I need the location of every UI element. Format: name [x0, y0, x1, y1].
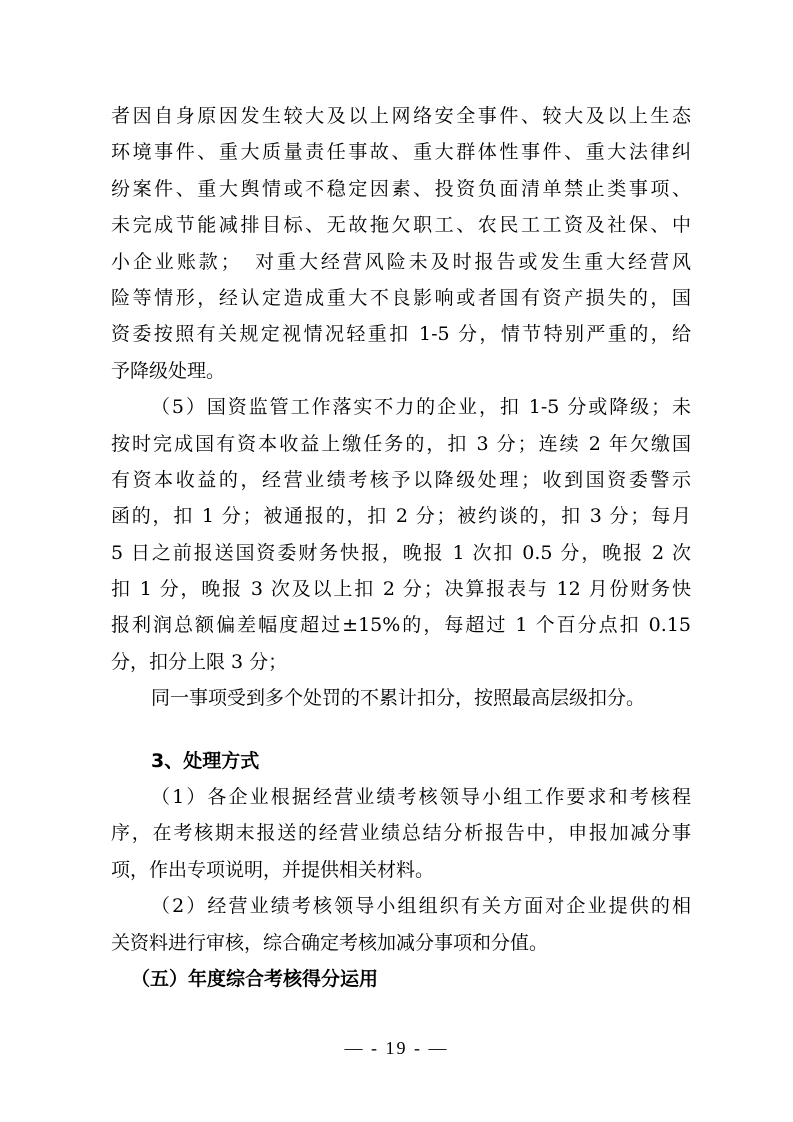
text-line: （1）各企业根据经营业绩考核领导小组工作要求和考核程 — [151, 786, 691, 809]
text-line: 有资本收益的，经营业绩考核予以降级处理；收到国资委警示 — [111, 468, 691, 491]
text-line: 小企业账款； 对重大经营风险未及时报告或发生重大经营风 — [111, 250, 691, 273]
text-line: 环境事件、重大质量责任事故、重大群体性事件、重大法律纠 — [111, 141, 691, 164]
text-line: 纷案件、重大舆情或不稳定因素、投资负面清单禁止类事项、 — [111, 177, 691, 200]
text-line: 资委按照有关规定视情况轻重扣 1-5 分，情节特别严重的，给 — [111, 323, 691, 346]
text-line: 项，作出专项说明，并提供相关材料。 — [111, 858, 435, 881]
page-number: — - 19 - — — [344, 1038, 449, 1058]
paragraph-no-accumulation — [111, 680, 691, 716]
text-line: 者因自身原因发生较大及以上网络安全事件、较大及以上生态 — [111, 105, 691, 127]
section-heading-processing: 3、处理方式 — [151, 749, 260, 772]
text-line: 同一事项受到多个处罚的不累计扣分，按照最高层级扣分。 — [151, 687, 646, 710]
section-gap — [111, 717, 691, 743]
text-line: 报利润总额偏差幅度超过±15%的，每超过 1 个百分点扣 0.15 — [111, 614, 691, 637]
text-line: 险等情形，经认定造成重大不良影响或者国有资产损失的，国 — [111, 286, 691, 309]
text-line: 关资料进行审核，综合确定考核加减分事项和分值。 — [111, 931, 549, 954]
text-line: 序，在考核期末报送的经营业绩总结分析报告中，申报加减分事 — [111, 822, 691, 845]
text-line: 函的，扣 1 分；被通报的，扣 2 分；被约谈的，扣 3 分；每月 — [111, 505, 691, 528]
text-line: 扣 1 分，晚报 3 次及以上扣 2 分；决算报表与 12 月份财务快 — [111, 578, 691, 601]
text-line: 分，扣分上限 3 分； — [111, 650, 288, 673]
paragraph-item-1 — [111, 779, 691, 888]
paragraph-item-2 — [111, 888, 691, 961]
text-line: 按时完成国有资本收益上缴任务的，扣 3 分；连续 2 年欠缴国 — [111, 432, 691, 455]
section-heading-annual-score: （五）年度综合考核得分运用 — [131, 967, 379, 990]
text-line: （5）国资监管工作落实不力的企业，扣 1-5 分或降级；未 — [151, 396, 691, 419]
document-body — [111, 98, 691, 997]
paragraph-penalty-intro — [111, 98, 691, 389]
text-line: 5 日之前报送国资委财务快报，晚报 1 次扣 0.5 分，晚报 2 次 — [111, 541, 691, 564]
text-line: 予降级处理。 — [111, 359, 226, 382]
text-line: （2）经营业绩考核领导小组组织有关方面对企业提供的相 — [151, 895, 691, 918]
text-line: 未完成节能减排目标、无故拖欠职工、农民工工资及社保、中 — [111, 214, 691, 237]
paragraph-item-5 — [111, 389, 691, 680]
